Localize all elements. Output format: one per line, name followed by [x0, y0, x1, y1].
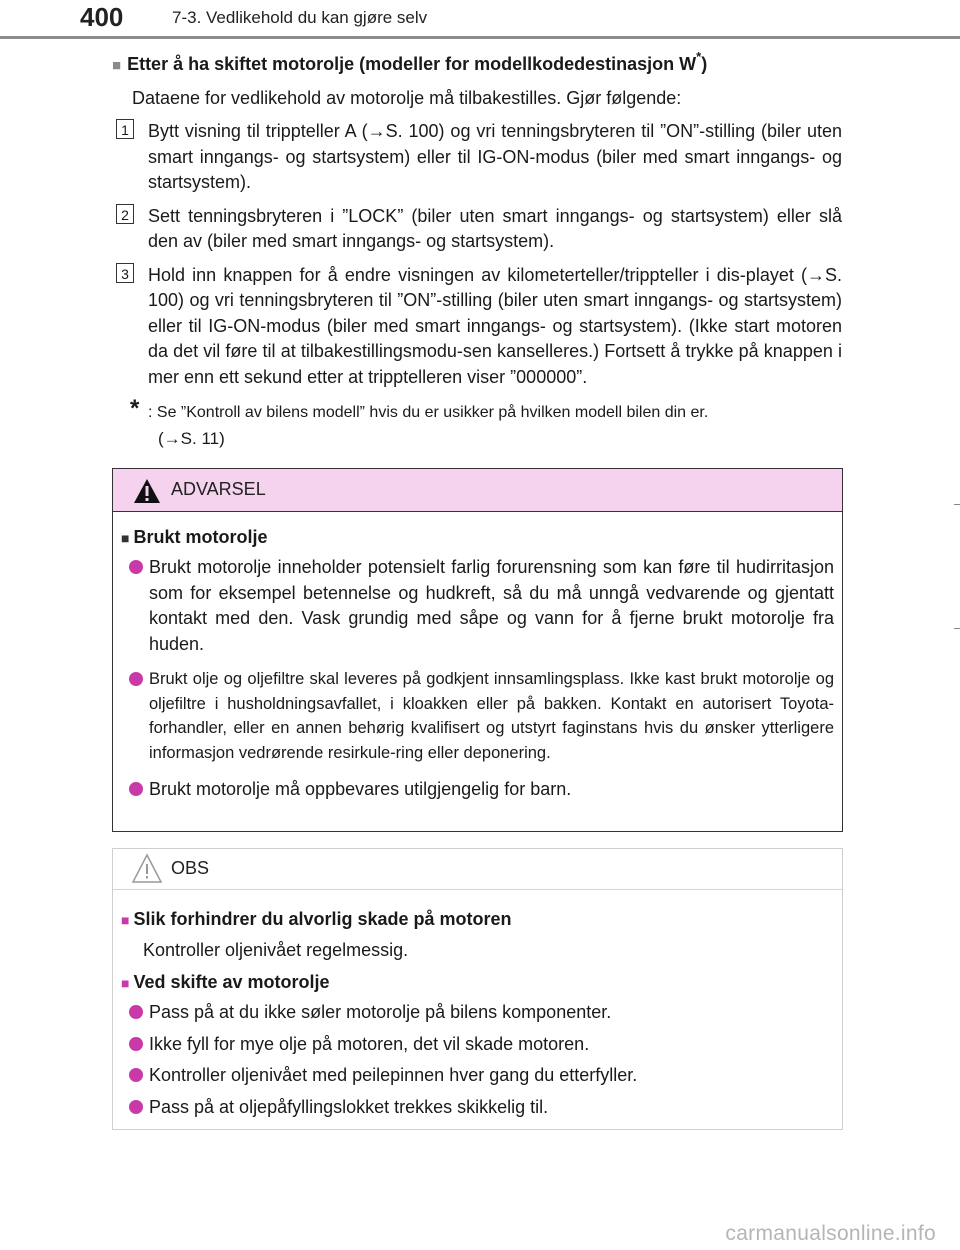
watermark: carmanualsonline.info	[725, 1222, 936, 1245]
step-text: Bytt visning til trippteller A (→S. 100) og vri tenningsbryteren til ”ON”-stilling (biler uten smart inngangs- og startsystem) eller til IG-ON-modus (biler med smart inngangs- og startsystem).	[148, 121, 842, 192]
square-bullet-icon: ■	[121, 912, 130, 928]
step-item	[112, 263, 842, 391]
bullet-dot-icon	[129, 672, 143, 686]
page-number: 400	[80, 2, 124, 32]
warning-subheading: ■ Brukt motorolje	[121, 527, 268, 547]
bullet-dot-icon	[129, 1100, 143, 1114]
margin-tick	[954, 504, 960, 505]
step-number: 2	[116, 204, 134, 224]
bullet-dot-icon	[129, 560, 143, 574]
step-item	[112, 204, 842, 255]
warning-header	[113, 469, 842, 512]
step-number: 3	[116, 263, 134, 283]
notice-text: Kontroller oljenivået regelmessig.	[143, 940, 409, 960]
warning-bullet: Brukt motorolje inneholder potensielt farlig forurensning som kan føre til hudirritasjon som for eksempel betennelse og hudkreft, så du må unngå vedvarende og gjentatt kontakt med den. Vask grundig med såpe og vann for å fjerne brukt motorolje fra huden.	[125, 555, 834, 657]
caution-triangle-icon	[131, 853, 163, 885]
warning-triangle-icon	[133, 478, 161, 504]
step-text: Sett tenningsbryteren i ”LOCK” (biler uten smart inngangs- og startsystem) eller slå den av (biler med smart inngangs- og startsystem).	[148, 205, 842, 251]
notice-bullet: Ikke fyll for mye olje på motoren, det vil skade motoren.	[125, 1032, 834, 1058]
step-item	[112, 119, 842, 196]
warning-body	[113, 512, 842, 803]
margin-tick	[954, 628, 960, 629]
notice-bullet: Kontroller oljenivået med peilepinnen hver gang du etterfyller.	[125, 1063, 834, 1089]
bullet-dot-icon	[129, 1005, 143, 1019]
header-rule	[0, 36, 960, 39]
page-header	[0, 0, 960, 40]
bullet-dot-icon	[129, 782, 143, 796]
section-intro: Dataene for vedlikehold av motorolje må tilbakestilles. Gjør følgende:	[132, 88, 682, 108]
square-bullet-icon: ■	[112, 57, 122, 74]
warning-box	[112, 468, 843, 832]
warning-bullet: Brukt olje og oljefiltre skal leveres på godkjent innsamlingsplass. Ikke kast brukt motorolje og oljefiltre i husholdningsavfallet, i kloakken eller på bakken. Kontakt en autorisert Toyota-forhandler, eller en annen behørig kvalifisert og utstyrt faginstans hvis du ønsker ytterligere informasjon vedrørende resirkule-ring eller deponering.	[125, 667, 834, 765]
square-bullet-icon: ■	[121, 530, 130, 546]
section-heading: ■ Etter å ha skiftet motorolje (modeller for modellkodedestinasjon W*)	[112, 49, 708, 74]
notice-box	[112, 848, 843, 1130]
notice-subheading: ■ Ved skifte av motorolje	[121, 972, 330, 992]
square-bullet-icon: ■	[121, 975, 130, 991]
footnote-mark: *	[130, 395, 140, 422]
footnote-text: : Se ”Kontroll av bilens modell” hvis du er usikker på hvilken modell bilen din er.	[148, 404, 709, 421]
chapter-title: 7-3. Vedlikehold du kan gjøre selv	[172, 8, 428, 27]
step-text: Hold inn knappen for å endre visningen av kilometerteller/trippteller i dis-playet (→S. 100) og vri tenningsbryteren til ”ON”-stilling (biler uten smart inngangs- og startsystem) eller til IG-ON-modus (biler med smart inngangs- og startsystem). (Ikke start motoren da det vil føre til at tilbakestillingsmodu-sen kanselleres.) Fortsett å trykke på knappen i mer enn ett sekund etter at tripptelleren viser ”000000”.	[148, 264, 842, 387]
footnote	[112, 395, 842, 452]
notice-header	[113, 849, 842, 890]
bullet-dot-icon	[129, 1068, 143, 1082]
notice-body	[113, 890, 842, 1120]
notice-bullet: Pass på at du ikke søler motorolje på bilens komponenter.	[125, 1000, 834, 1026]
footnote-ref: (→S. 11)	[158, 429, 225, 448]
notice-label: OBS	[171, 858, 210, 878]
reset-section	[112, 40, 842, 452]
warning-label: ADVARSEL	[171, 479, 266, 499]
step-number: 1	[116, 119, 134, 139]
warning-bullet: Brukt motorolje må oppbevares utilgjengelig for barn.	[125, 777, 834, 803]
notice-bullet: Pass på at oljepåfyllingslokket trekkes skikkelig til.	[125, 1095, 834, 1121]
bullet-dot-icon	[129, 1037, 143, 1051]
notice-subheading: ■ Slik forhindrer du alvorlig skade på motoren	[121, 909, 512, 929]
